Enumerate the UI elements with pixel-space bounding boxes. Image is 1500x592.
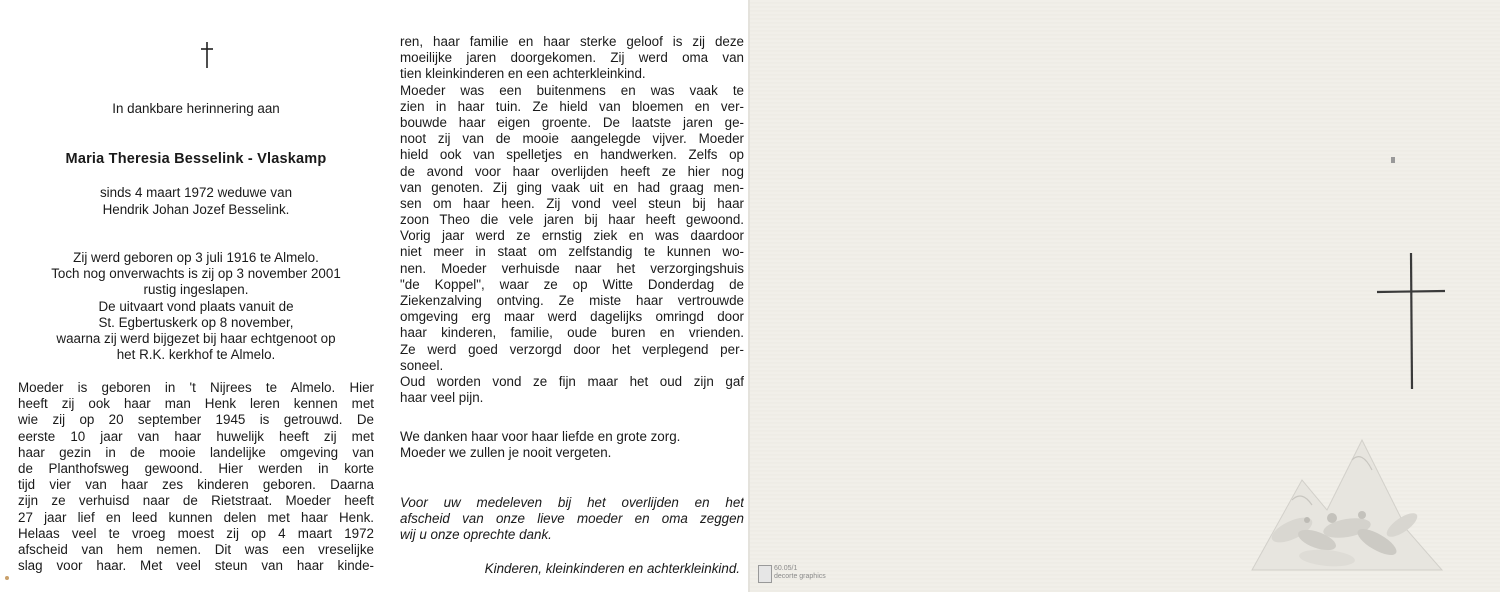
story-line: Moeder is geboren in 't Nijrees te Almelo. Hier	[18, 380, 374, 395]
closing-block	[400, 495, 744, 544]
widow-line: Hendrik Johan Jozef Besselink.	[102, 202, 290, 217]
large-cross-icon	[1376, 251, 1446, 391]
story-line: noot zij van de mooie aangelegde vijver. Moeder	[400, 131, 744, 147]
story-line: moeilijke jaren doorgekomen. Zij werd oma van	[400, 50, 744, 66]
story-line: tijd vier van haar zes kinderen geboren. Daarna	[18, 477, 374, 493]
story-line: Oud worden vond ze fijn maar het oud zijn gaf	[400, 373, 744, 389]
story-line: wie zij op 20 september 1945 is getrouwd. De	[18, 412, 374, 428]
birth-line: De uitvaart vond plaats vanuit de	[98, 299, 294, 314]
story-line: afscheid van hem nemen. Dit was een vreselijke	[18, 541, 374, 557]
birth-line: Toch nog onverwachts is zij op 3 november 2001	[51, 266, 341, 281]
birth-line: waarna zij werd bijgezet bij haar echtgenoot op	[56, 331, 336, 346]
story-line: Moeder was een buitenmens en was vaak te	[400, 82, 744, 98]
story-line: de Planthofsweg gewoond. Hier werden in korte	[18, 460, 374, 476]
thanks-block	[400, 429, 744, 461]
story-line: eerste 10 jaar van haar huwelijk heeft zij met	[18, 428, 374, 444]
printer-logo	[758, 565, 858, 585]
closing-line: Voor uw medeleven bij het overlijden en het	[400, 495, 744, 510]
widow-line: sinds 4 maart 1972 weduwe van	[99, 185, 293, 200]
story-line: haar gezin in de mooie landelijke omgeving van	[18, 444, 374, 460]
story-line: soneel.	[400, 357, 444, 373]
thanks-line: We danken haar voor haar liefde en grote zorg.	[400, 429, 681, 444]
story-line: ren, haar familie en haar sterke geloof is zij deze	[400, 34, 744, 49]
left-column	[18, 0, 374, 592]
closing-line: afscheid van onze lieve moeder en oma zeggen	[400, 511, 744, 527]
small-mark	[1391, 157, 1395, 163]
birth-line: St. Egbertuskerk op 8 november,	[98, 315, 294, 330]
right-column	[400, 0, 744, 592]
signature-block	[400, 561, 740, 577]
story-line: 27 jaar lief en leed kunnen delen met haar Henk.	[18, 509, 374, 525]
closing-line: wij u onze oprechte dank.	[400, 527, 552, 543]
story-line: Helaas veel te vroeg moest zij op 4 maart 1972	[18, 525, 374, 541]
birth-line: Zij werd geboren op 3 juli 1916 te Almelo.	[73, 250, 319, 265]
story-line: slag voor haar. Met veel steun van haar kinde-	[18, 558, 374, 574]
story-line: van genoten. Zij ging vaak uit en had graag men-	[400, 179, 744, 195]
flower-illustration	[1232, 420, 1452, 580]
life-story-part-2	[400, 34, 744, 406]
logo-mark-icon	[758, 565, 772, 583]
story-line: haar veel pijn.	[400, 390, 484, 406]
story-line: omgeving erg maar werd dagelijks omringd door	[400, 309, 744, 325]
story-line: de avond voor haar overlijden heeft ze hier nog	[400, 163, 744, 179]
logo-text: decorte graphics	[774, 573, 826, 580]
deceased-name: Maria Theresia Besselink - Vlaskamp	[65, 151, 327, 167]
story-line: nen. Moeder verhuisde naar het verzorgingshuis	[400, 260, 744, 276]
cross-icon	[199, 40, 215, 70]
story-line: heeft zij ook haar man Henk leren kennen met	[18, 396, 374, 412]
story-line: niet meer in staat om zelfstandig te kunnen wo-	[400, 244, 744, 260]
story-line: Vorig jaar werd ze ernstig ziek en was daardoor	[400, 228, 744, 244]
life-story-part-1	[18, 380, 374, 574]
story-line: zien in haar tuin. Ze hield van bloemen en ver-	[400, 98, 744, 114]
story-line: sen om haar heen. Zij vond veel steun bij haar	[400, 195, 744, 211]
thanks-line: Moeder we zullen je nooit vergeten.	[400, 445, 612, 461]
story-line: haar kinderen, familie, oude buren en vrienden.	[400, 325, 744, 341]
logo-code: 60.05/1	[774, 565, 798, 572]
story-line: Ziekenzalving ontving. Ze miste haar vertrouwde	[400, 293, 744, 308]
signature: Kinderen, kleinkinderen en achterkleinkind.	[484, 561, 740, 576]
story-line: zoon Theo die vele jaren bij haar heeft gewoond.	[400, 212, 744, 228]
print-mark	[5, 576, 9, 580]
birth-line: rustig ingeslapen.	[143, 282, 249, 297]
birth-line: het R.K. kerkhof te Almelo.	[116, 347, 276, 362]
story-line: "de Koppel", waar ze op Witte Donderdag de	[400, 276, 744, 292]
story-line: zijn ze verhuisd naar de Rietstraat. Moeder heeft	[18, 493, 374, 509]
intro-text: In dankbare herinnering aan	[112, 101, 280, 116]
story-line: tien kleinkinderen en een achterkleinkind.	[400, 66, 646, 82]
story-line: Ze werd goed verzorgd door het verplegend per-	[400, 341, 744, 357]
story-line: hield ook van spelletjes en handwerken. Zelfs op	[400, 147, 744, 163]
story-line: bouwde haar eigen groente. De laatste jaren ge-	[400, 114, 744, 130]
